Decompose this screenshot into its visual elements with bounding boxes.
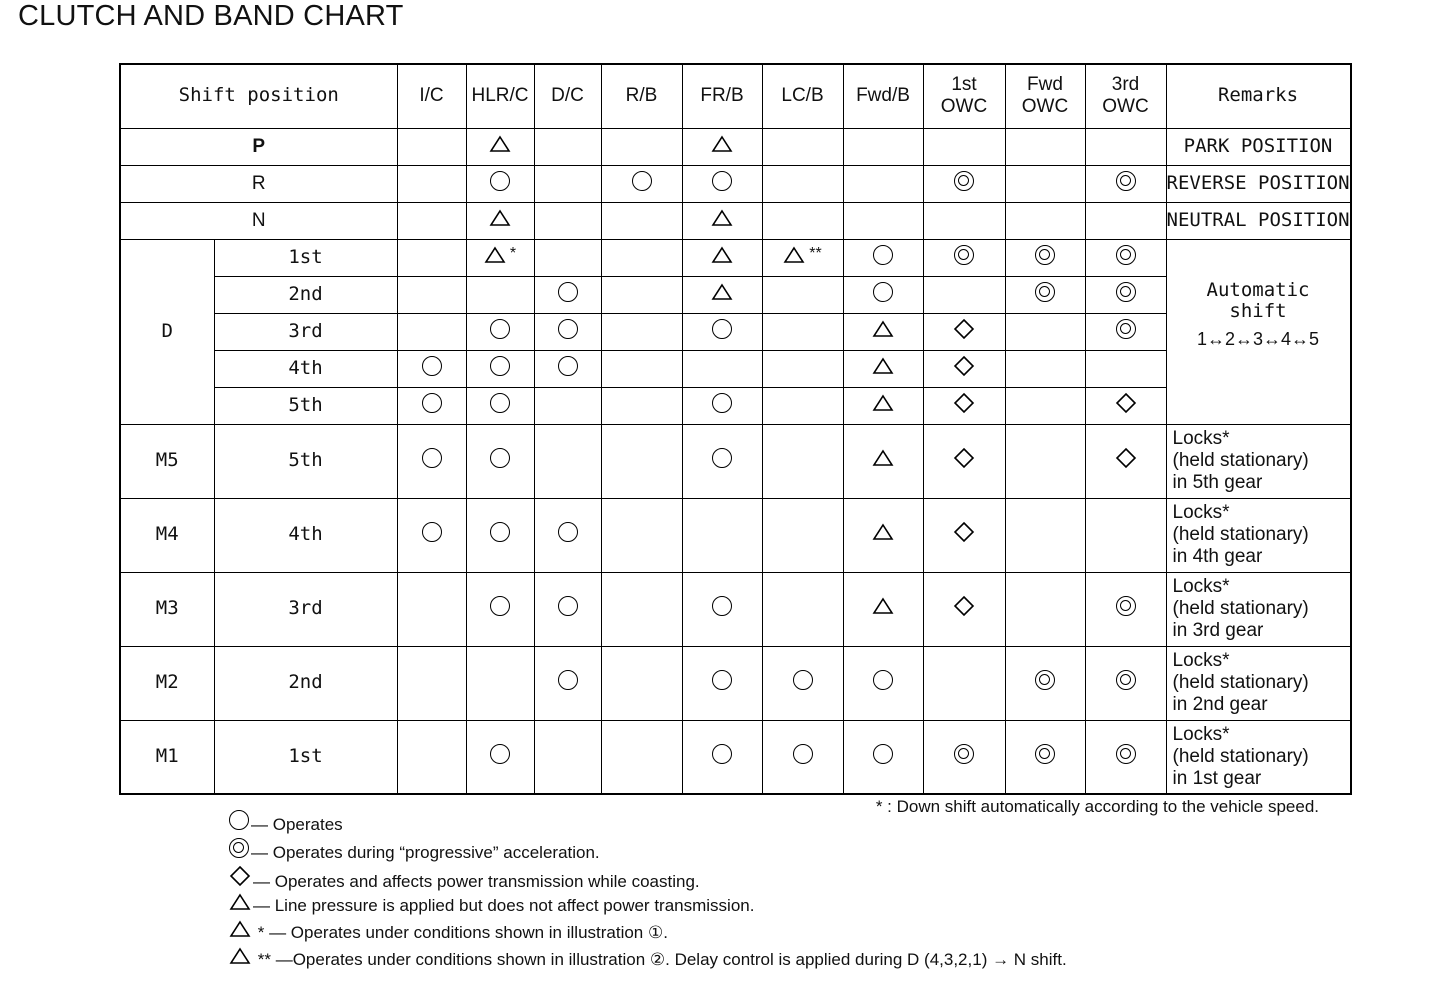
diamond-icon xyxy=(953,521,975,543)
element-cell xyxy=(762,276,843,313)
shift-position-label: N xyxy=(120,202,397,239)
element-cell xyxy=(466,128,534,165)
header-row xyxy=(120,64,1351,128)
element-cell xyxy=(923,165,1005,202)
legend-text: —Operates under conditions shown in illustration ②. Delay control is applied during D (4,3,2,1) → N shift. xyxy=(270,950,1067,969)
element-cell xyxy=(762,720,843,794)
diamond-icon xyxy=(953,447,975,469)
element-cell xyxy=(682,128,762,165)
circle-icon xyxy=(490,448,510,468)
element-cell xyxy=(397,387,466,424)
element-cell xyxy=(762,239,843,276)
legend-text: — Operates and affects power transmission while coasting. xyxy=(253,872,700,891)
circle-icon xyxy=(422,393,442,413)
element-cell xyxy=(1005,276,1085,313)
element-cell xyxy=(1085,165,1166,202)
element-cell xyxy=(1005,128,1085,165)
double-circle-icon xyxy=(1116,245,1136,265)
element-cell xyxy=(1085,350,1166,387)
gear-label: 5th xyxy=(214,424,397,498)
remark-cell: Locks* (held stationary) in 3rd gear xyxy=(1166,572,1351,646)
double-circle-icon xyxy=(1035,282,1055,302)
asterisk-mark: * xyxy=(509,245,517,263)
element-cell xyxy=(466,720,534,794)
diamond-icon xyxy=(953,318,975,340)
element-cell xyxy=(682,424,762,498)
legend-text: — Operates under conditions shown in illustration ①. xyxy=(264,923,668,942)
element-cell xyxy=(843,202,923,239)
header-col: Fwd OWC xyxy=(1005,64,1085,128)
element-cell xyxy=(923,239,1005,276)
circle-icon xyxy=(632,171,652,191)
element-cell xyxy=(1005,350,1085,387)
remark-cell: Locks* (held stationary) in 1st gear xyxy=(1166,720,1351,794)
element-cell xyxy=(534,646,601,720)
circle-icon xyxy=(873,245,893,265)
remark-cell: REVERSE POSITION xyxy=(1166,165,1351,202)
circle-icon xyxy=(558,282,578,302)
table-row xyxy=(120,165,1351,202)
circle-icon xyxy=(712,448,732,468)
element-cell xyxy=(397,572,466,646)
double-circle-icon xyxy=(1116,282,1136,302)
element-cell xyxy=(601,387,682,424)
remark-cell: PARK POSITION xyxy=(1166,128,1351,165)
element-cell xyxy=(466,165,534,202)
element-cell xyxy=(601,128,682,165)
table-row xyxy=(120,387,1351,424)
clutch-band-table xyxy=(119,63,1352,795)
element-cell xyxy=(466,202,534,239)
element-cell xyxy=(843,424,923,498)
shift-position-label: D xyxy=(120,239,214,424)
circle-icon xyxy=(490,356,510,376)
table-row xyxy=(120,424,1351,498)
circle-icon xyxy=(873,670,893,690)
element-cell xyxy=(601,720,682,794)
circle-icon xyxy=(490,393,510,413)
element-cell xyxy=(843,646,923,720)
remark-line: Automatic xyxy=(1206,278,1310,301)
element-cell xyxy=(1085,498,1166,572)
shift-position-label: P xyxy=(120,128,397,165)
element-cell xyxy=(843,387,923,424)
element-cell xyxy=(923,572,1005,646)
element-cell xyxy=(601,572,682,646)
element-cell xyxy=(762,646,843,720)
element-cell xyxy=(762,165,843,202)
triangle-icon xyxy=(229,893,251,911)
element-cell xyxy=(601,424,682,498)
circle-icon xyxy=(558,319,578,339)
triangle-icon xyxy=(872,449,894,467)
shift-position-label: M4 xyxy=(120,498,214,572)
circle-icon xyxy=(558,522,578,542)
element-cell xyxy=(1005,646,1085,720)
legend-item xyxy=(229,810,343,835)
table-row xyxy=(120,498,1351,572)
element-cell xyxy=(843,165,923,202)
element-cell xyxy=(1005,165,1085,202)
element-cell xyxy=(397,239,466,276)
double-circle-icon xyxy=(954,744,974,764)
gear-label: 1st xyxy=(214,720,397,794)
circle-icon xyxy=(422,356,442,376)
legend-item xyxy=(229,947,1067,970)
element-cell xyxy=(1005,202,1085,239)
element-cell xyxy=(466,387,534,424)
diamond-icon xyxy=(953,595,975,617)
circle-icon xyxy=(712,670,732,690)
element-cell xyxy=(923,498,1005,572)
table-row xyxy=(120,239,1351,276)
circle-icon xyxy=(873,744,893,764)
triangle-icon xyxy=(872,320,894,338)
circle-icon xyxy=(712,319,732,339)
element-cell xyxy=(843,498,923,572)
element-cell xyxy=(682,165,762,202)
shift-position-label: R xyxy=(120,165,397,202)
remark-line: shift xyxy=(1229,300,1287,323)
element-cell xyxy=(601,498,682,572)
triangle-icon xyxy=(872,523,894,541)
element-cell xyxy=(534,572,601,646)
header-col: LC/B xyxy=(762,64,843,128)
element-cell xyxy=(923,646,1005,720)
element-cell xyxy=(762,387,843,424)
footnote: * : Down shift automatically according to the vehicle speed. xyxy=(875,797,1319,816)
element-cell xyxy=(397,128,466,165)
table-row xyxy=(120,202,1351,239)
double-circle-icon xyxy=(229,838,249,858)
circle-icon xyxy=(712,393,732,413)
circle-icon xyxy=(229,810,249,830)
element-cell xyxy=(466,313,534,350)
element-cell xyxy=(397,313,466,350)
shift-position-label: M5 xyxy=(120,424,214,498)
circle-icon xyxy=(873,282,893,302)
remark-cell: Locks* (held stationary) in 2nd gear xyxy=(1166,646,1351,720)
element-cell xyxy=(843,350,923,387)
header-col: FR/B xyxy=(682,64,762,128)
header-col: D/C xyxy=(534,64,601,128)
element-cell xyxy=(682,387,762,424)
element-cell xyxy=(843,572,923,646)
element-cell xyxy=(397,424,466,498)
remark-cell: NEUTRAL POSITION xyxy=(1166,202,1351,239)
element-cell xyxy=(1085,276,1166,313)
circle-icon xyxy=(490,596,510,616)
circle-icon xyxy=(490,319,510,339)
element-cell xyxy=(1005,424,1085,498)
element-cell xyxy=(1085,572,1166,646)
double-circle-icon xyxy=(1116,596,1136,616)
legend-item xyxy=(229,920,668,943)
element-cell xyxy=(601,646,682,720)
triangle-icon xyxy=(711,135,733,153)
element-cell xyxy=(534,202,601,239)
element-cell xyxy=(682,720,762,794)
table-row xyxy=(120,646,1351,720)
double-circle-icon xyxy=(1035,670,1055,690)
triangle-icon xyxy=(783,246,805,264)
element-cell xyxy=(397,202,466,239)
table-row xyxy=(120,720,1351,794)
double-circle-icon xyxy=(954,171,974,191)
element-cell xyxy=(682,239,762,276)
element-cell xyxy=(682,202,762,239)
circle-icon xyxy=(490,522,510,542)
element-cell xyxy=(466,424,534,498)
element-cell xyxy=(397,498,466,572)
double-circle-icon xyxy=(1116,744,1136,764)
element-cell xyxy=(762,498,843,572)
element-cell xyxy=(923,387,1005,424)
element-cell xyxy=(1085,424,1166,498)
element-cell xyxy=(534,165,601,202)
circle-icon xyxy=(793,670,813,690)
element-cell xyxy=(1005,387,1085,424)
diamond-icon xyxy=(953,392,975,414)
element-cell xyxy=(601,350,682,387)
legend-asterisk: * xyxy=(253,923,265,942)
circle-icon xyxy=(490,744,510,764)
element-cell xyxy=(682,572,762,646)
double-circle-icon xyxy=(1116,171,1136,191)
element-cell xyxy=(1005,498,1085,572)
double-circle-icon xyxy=(1116,319,1136,339)
element-cell xyxy=(923,128,1005,165)
element-cell xyxy=(466,572,534,646)
shift-position-label: M2 xyxy=(120,646,214,720)
double-circle-icon xyxy=(1035,245,1055,265)
gear-label: 4th xyxy=(214,350,397,387)
shift-position-label: M3 xyxy=(120,572,214,646)
legend-item xyxy=(229,893,754,916)
element-cell xyxy=(1005,572,1085,646)
table-row xyxy=(120,350,1351,387)
element-cell xyxy=(397,646,466,720)
legend-item xyxy=(229,838,600,863)
legend-text: — Operates xyxy=(251,815,343,834)
triangle-icon xyxy=(872,597,894,615)
element-cell xyxy=(1085,313,1166,350)
gear-label: 3rd xyxy=(214,313,397,350)
element-cell xyxy=(923,313,1005,350)
element-cell xyxy=(682,646,762,720)
triangle-icon xyxy=(484,246,506,264)
triangle-icon xyxy=(711,246,733,264)
circle-icon xyxy=(422,448,442,468)
element-cell xyxy=(601,165,682,202)
element-cell xyxy=(397,276,466,313)
element-cell xyxy=(1085,646,1166,720)
header-col: R/B xyxy=(601,64,682,128)
element-cell xyxy=(762,424,843,498)
element-cell xyxy=(1085,202,1166,239)
element-cell xyxy=(843,239,923,276)
diamond-icon xyxy=(1115,392,1137,414)
element-cell xyxy=(534,387,601,424)
element-cell xyxy=(1085,720,1166,794)
element-cell xyxy=(534,276,601,313)
header-shift-position: Shift position xyxy=(120,64,397,128)
legend-text: — Line pressure is applied but does not affect power transmission. xyxy=(253,896,755,915)
legend-item xyxy=(229,865,700,892)
element-cell xyxy=(682,276,762,313)
triangle-icon xyxy=(229,947,251,965)
gear-label: 5th xyxy=(214,387,397,424)
triangle-icon xyxy=(489,135,511,153)
shift-position-label: M1 xyxy=(120,720,214,794)
element-cell xyxy=(466,276,534,313)
legend-asterisk: ** xyxy=(253,950,271,969)
element-cell xyxy=(1005,720,1085,794)
table-row xyxy=(120,572,1351,646)
circle-icon xyxy=(793,744,813,764)
element-cell xyxy=(843,313,923,350)
element-cell xyxy=(923,202,1005,239)
table-row xyxy=(120,128,1351,165)
element-cell xyxy=(397,165,466,202)
element-cell xyxy=(923,424,1005,498)
header-remarks: Remarks xyxy=(1166,64,1351,128)
element-cell xyxy=(923,276,1005,313)
triangle-icon xyxy=(489,209,511,227)
element-cell xyxy=(762,128,843,165)
element-cell xyxy=(601,276,682,313)
element-cell xyxy=(601,202,682,239)
element-cell xyxy=(762,350,843,387)
element-cell xyxy=(843,128,923,165)
element-cell xyxy=(682,350,762,387)
circle-icon xyxy=(490,171,510,191)
header-col: I/C xyxy=(397,64,466,128)
element-cell xyxy=(682,313,762,350)
element-cell xyxy=(397,720,466,794)
triangle-icon xyxy=(872,357,894,375)
double-circle-icon xyxy=(1035,744,1055,764)
element-cell xyxy=(762,572,843,646)
table-row xyxy=(120,313,1351,350)
page-title: CLUTCH AND BAND CHART xyxy=(18,0,404,32)
element-cell xyxy=(682,498,762,572)
triangle-icon xyxy=(872,394,894,412)
element-cell xyxy=(1005,313,1085,350)
element-cell xyxy=(534,498,601,572)
element-cell xyxy=(534,424,601,498)
remark-automatic-shift xyxy=(1166,239,1351,424)
diamond-icon xyxy=(953,355,975,377)
circle-icon xyxy=(558,670,578,690)
triangle-icon xyxy=(229,920,251,938)
gear-label: 1st xyxy=(214,239,397,276)
element-cell xyxy=(762,313,843,350)
element-cell xyxy=(843,276,923,313)
circle-icon xyxy=(422,522,442,542)
element-cell xyxy=(1085,387,1166,424)
diamond-icon xyxy=(1115,447,1137,469)
element-cell xyxy=(601,313,682,350)
remark-cell: Locks* (held stationary) in 5th gear xyxy=(1166,424,1351,498)
element-cell xyxy=(762,202,843,239)
header-col: 3rd OWC xyxy=(1085,64,1166,128)
element-cell xyxy=(534,128,601,165)
element-cell xyxy=(1085,128,1166,165)
remark-cell: Locks* (held stationary) in 4th gear xyxy=(1166,498,1351,572)
header-col: HLR/C xyxy=(466,64,534,128)
element-cell xyxy=(466,498,534,572)
element-cell xyxy=(534,350,601,387)
element-cell xyxy=(1085,239,1166,276)
header-col: Fwd/B xyxy=(843,64,923,128)
element-cell xyxy=(534,720,601,794)
legend-text: — Operates during “progressive” acceleration. xyxy=(251,843,600,862)
element-cell xyxy=(843,720,923,794)
double-circle-icon xyxy=(954,245,974,265)
circle-icon xyxy=(712,744,732,764)
circle-icon xyxy=(558,596,578,616)
element-cell xyxy=(923,720,1005,794)
element-cell xyxy=(534,239,601,276)
element-cell xyxy=(466,646,534,720)
gear-label: 2nd xyxy=(214,276,397,313)
header-col: 1st OWC xyxy=(923,64,1005,128)
triangle-icon xyxy=(711,209,733,227)
element-cell xyxy=(1005,239,1085,276)
asterisk-mark: ** xyxy=(809,245,822,263)
element-cell xyxy=(466,239,534,276)
circle-icon xyxy=(558,356,578,376)
element-cell xyxy=(397,350,466,387)
diamond-icon xyxy=(229,865,251,887)
triangle-icon xyxy=(711,283,733,301)
element-cell xyxy=(923,350,1005,387)
element-cell xyxy=(601,239,682,276)
circle-icon xyxy=(712,171,732,191)
element-cell xyxy=(534,313,601,350)
gear-label: 2nd xyxy=(214,646,397,720)
table-row xyxy=(120,276,1351,313)
element-cell xyxy=(466,350,534,387)
shift-sequence: 1↔2↔3↔4↔5 xyxy=(1196,329,1320,350)
gear-label: 4th xyxy=(214,498,397,572)
double-circle-icon xyxy=(1116,670,1136,690)
circle-icon xyxy=(712,596,732,616)
gear-label: 3rd xyxy=(214,572,397,646)
